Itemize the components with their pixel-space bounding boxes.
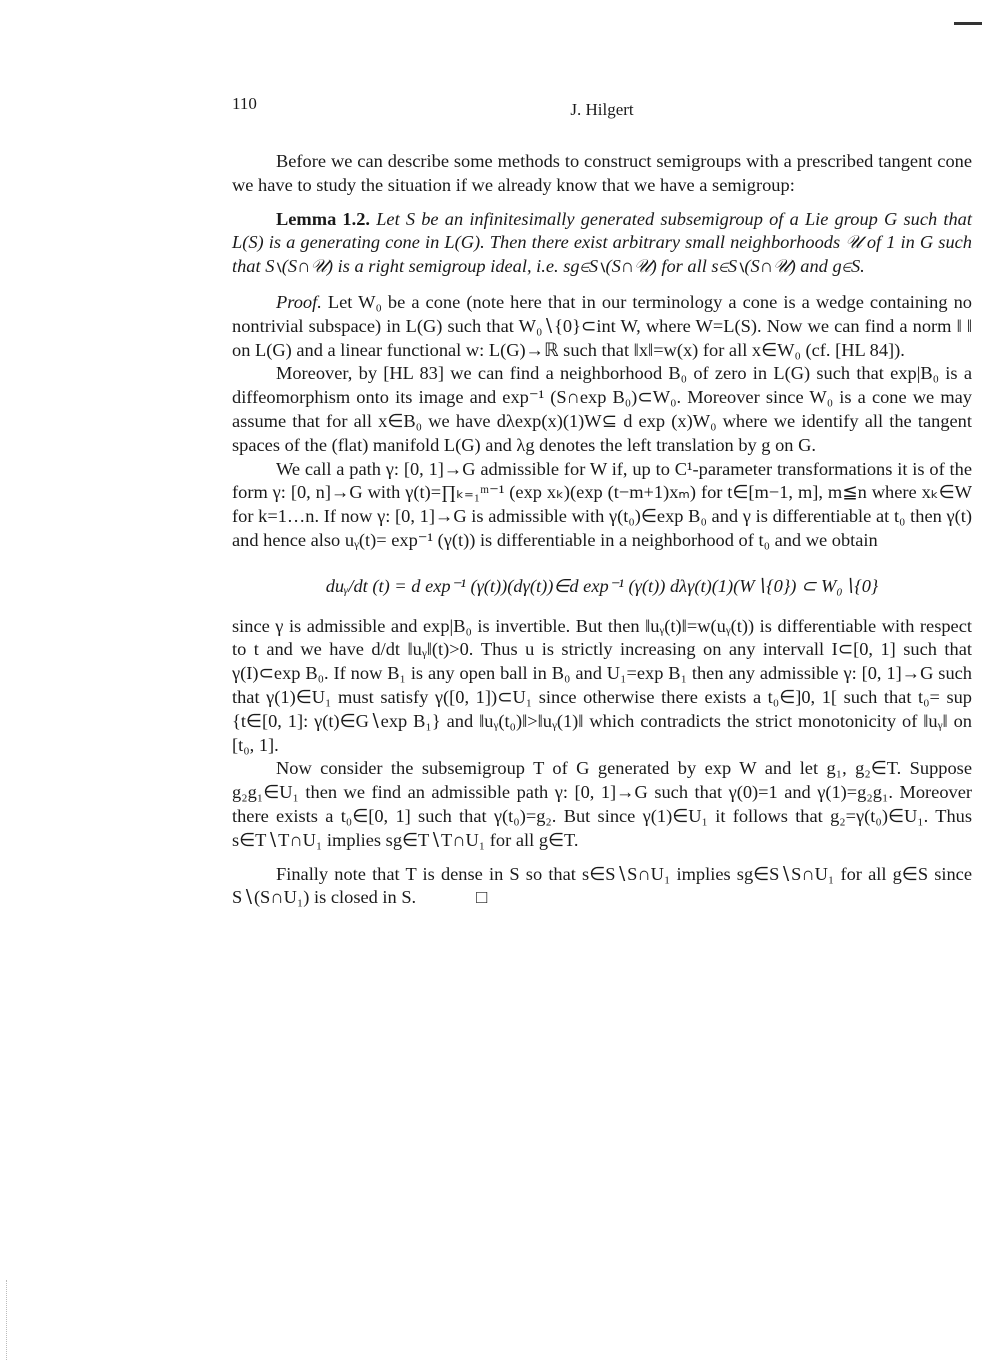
lemma-statement: [232, 208, 972, 279]
proof-text-6: Finally note that T is dense in S so that s∈S∖S∩U₁ implies sg∈S∖S∩U₁ for all g∈S since S∖(S∩U₁) is closed in S.: [232, 863, 972, 908]
proof-paragraph-3: We call a path γ: [0, 1]→G admissible for W if, up to C¹-parameter transformations it is of the form γ: [0, n]→G with γ(t)=∏ₖ₌₁ᵐ⁻¹ (exp xₖ)(exp (t−m+1)xₘ) for t∈[m−1, m], m≦n where xₖ∈W for k=1…n. If now γ: [0, 1]→G is admissible with γ(t₀)∈exp B₀ and γ is differentiable at t₀ then γ(t) and hence also uᵧ(t)= exp⁻¹ (γ(t)) is differentiable in a neighborhood of t₀ and we obtain: [232, 458, 972, 550]
scan-gutter-dots: [6, 1280, 10, 1360]
proof-text-1: Let W₀ be a cone (note here that in our terminology a cone is a wedge containing no nontrivial subspace) in L(G) such that W₀∖{0}⊂int W, where W=L(S). Now we can find a norm ‖ ‖ on L(G) and a linear functional w: L(G)→ℝ such that ‖x‖=w(x) for all x∈W₀ (cf. [HL 84]).: [232, 291, 972, 360]
proof-paragraph-6: [232, 863, 972, 911]
proof-paragraph-5: Now consider the subsemigroup T of G generated by exp W and let g₁, g₂∈T. Suppose g₂g₁∈U₁ then we find an admissible path γ: [0, 1]→G such that γ(0)=1 and γ(1)=g₂g₁. Moreover there exists a t₀∈[0, 1] such that γ(t₀)=g₂. But since γ(1)∈U₁ it follows that g₂=γ(t₀)∈U₁. Thus s∈T∖T∩U₁ implies sg∈T∖T∩U₁ for all g∈T.: [232, 758, 972, 850]
proof-paragraph-2: Moreover, by [HL 83] we can find a neighborhood B₀ of zero in L(G) such that exp|B₀ is a diffeomorphism onto its image and exp⁻¹ (S∩exp B₀)⊂W₀. Moreover since W₀ is a cone we may assume that for all x∈B₀ we have dλexp(x)(1)W⊆ d exp (x)W₀ where we identify all the tangent spaces of the (flat) manifold L(G) and λg denotes the left translation by g on G.: [232, 363, 972, 455]
display-equation: duᵧ/dt (t) = d exp⁻¹ (γ(t))(dγ(t))∈d exp⁻¹ (γ(t)) dλγ(t)(1)(W∖{0}) ⊂ W₀∖{0}: [325, 575, 879, 596]
scan-corner-mark: [954, 22, 982, 25]
qed-symbol: □: [476, 887, 488, 908]
proof-label: Proof.: [276, 291, 322, 312]
page-body: [232, 150, 972, 910]
running-head: J. Hilgert: [570, 100, 634, 119]
lemma-title: Lemma 1.2.: [276, 208, 371, 229]
proof-paragraph-4: since γ is admissible and exp|B₀ is invertible. But then ‖uᵧ(t)‖=w(uᵧ(t)) is differentiable with respect to t and we have d/dt ‖uᵧ‖(t)>0. Thus u is strictly increasing on any intervall I⊂[0, 1] such that γ(I)⊂exp B₀. If now B₁ is any open ball in B₀ and U₁=exp B₁ then any admissible γ: [0, 1]→G such that γ(1)∈U₁ must satisfy γ([0, 1])⊂U₁ since otherwise there exists a t₀∈]0, 1[ such that t₀= sup {t∈[0, 1]: γ(t)∈G∖exp B₁} and ‖uᵧ(t₀)‖>‖uᵧ(1)‖ which contradicts the strict monotonicity of ‖uᵧ‖ on [t₀, 1].: [232, 615, 972, 755]
lemma-text: Let S be an infinitesimally generated subsemigroup of a Lie group G such that L(S) is a generating cone in L(G). Then there exist arbitrary small neighborhoods 𝒰 of 1 in G such that S∖(S∩𝒰) is a right semigroup ideal, i.e. sg∈S∖(S∩𝒰) for all s∈S∖(S∩𝒰) and g∈S.: [232, 208, 972, 277]
proof-paragraph-1: [232, 291, 972, 362]
intro-paragraph: Before we can describe some methods to construct semigroups with a prescribed tangent cone we have to study the situation if we already know that we have a semigroup:: [232, 151, 972, 195]
page-number: 110: [232, 94, 257, 113]
